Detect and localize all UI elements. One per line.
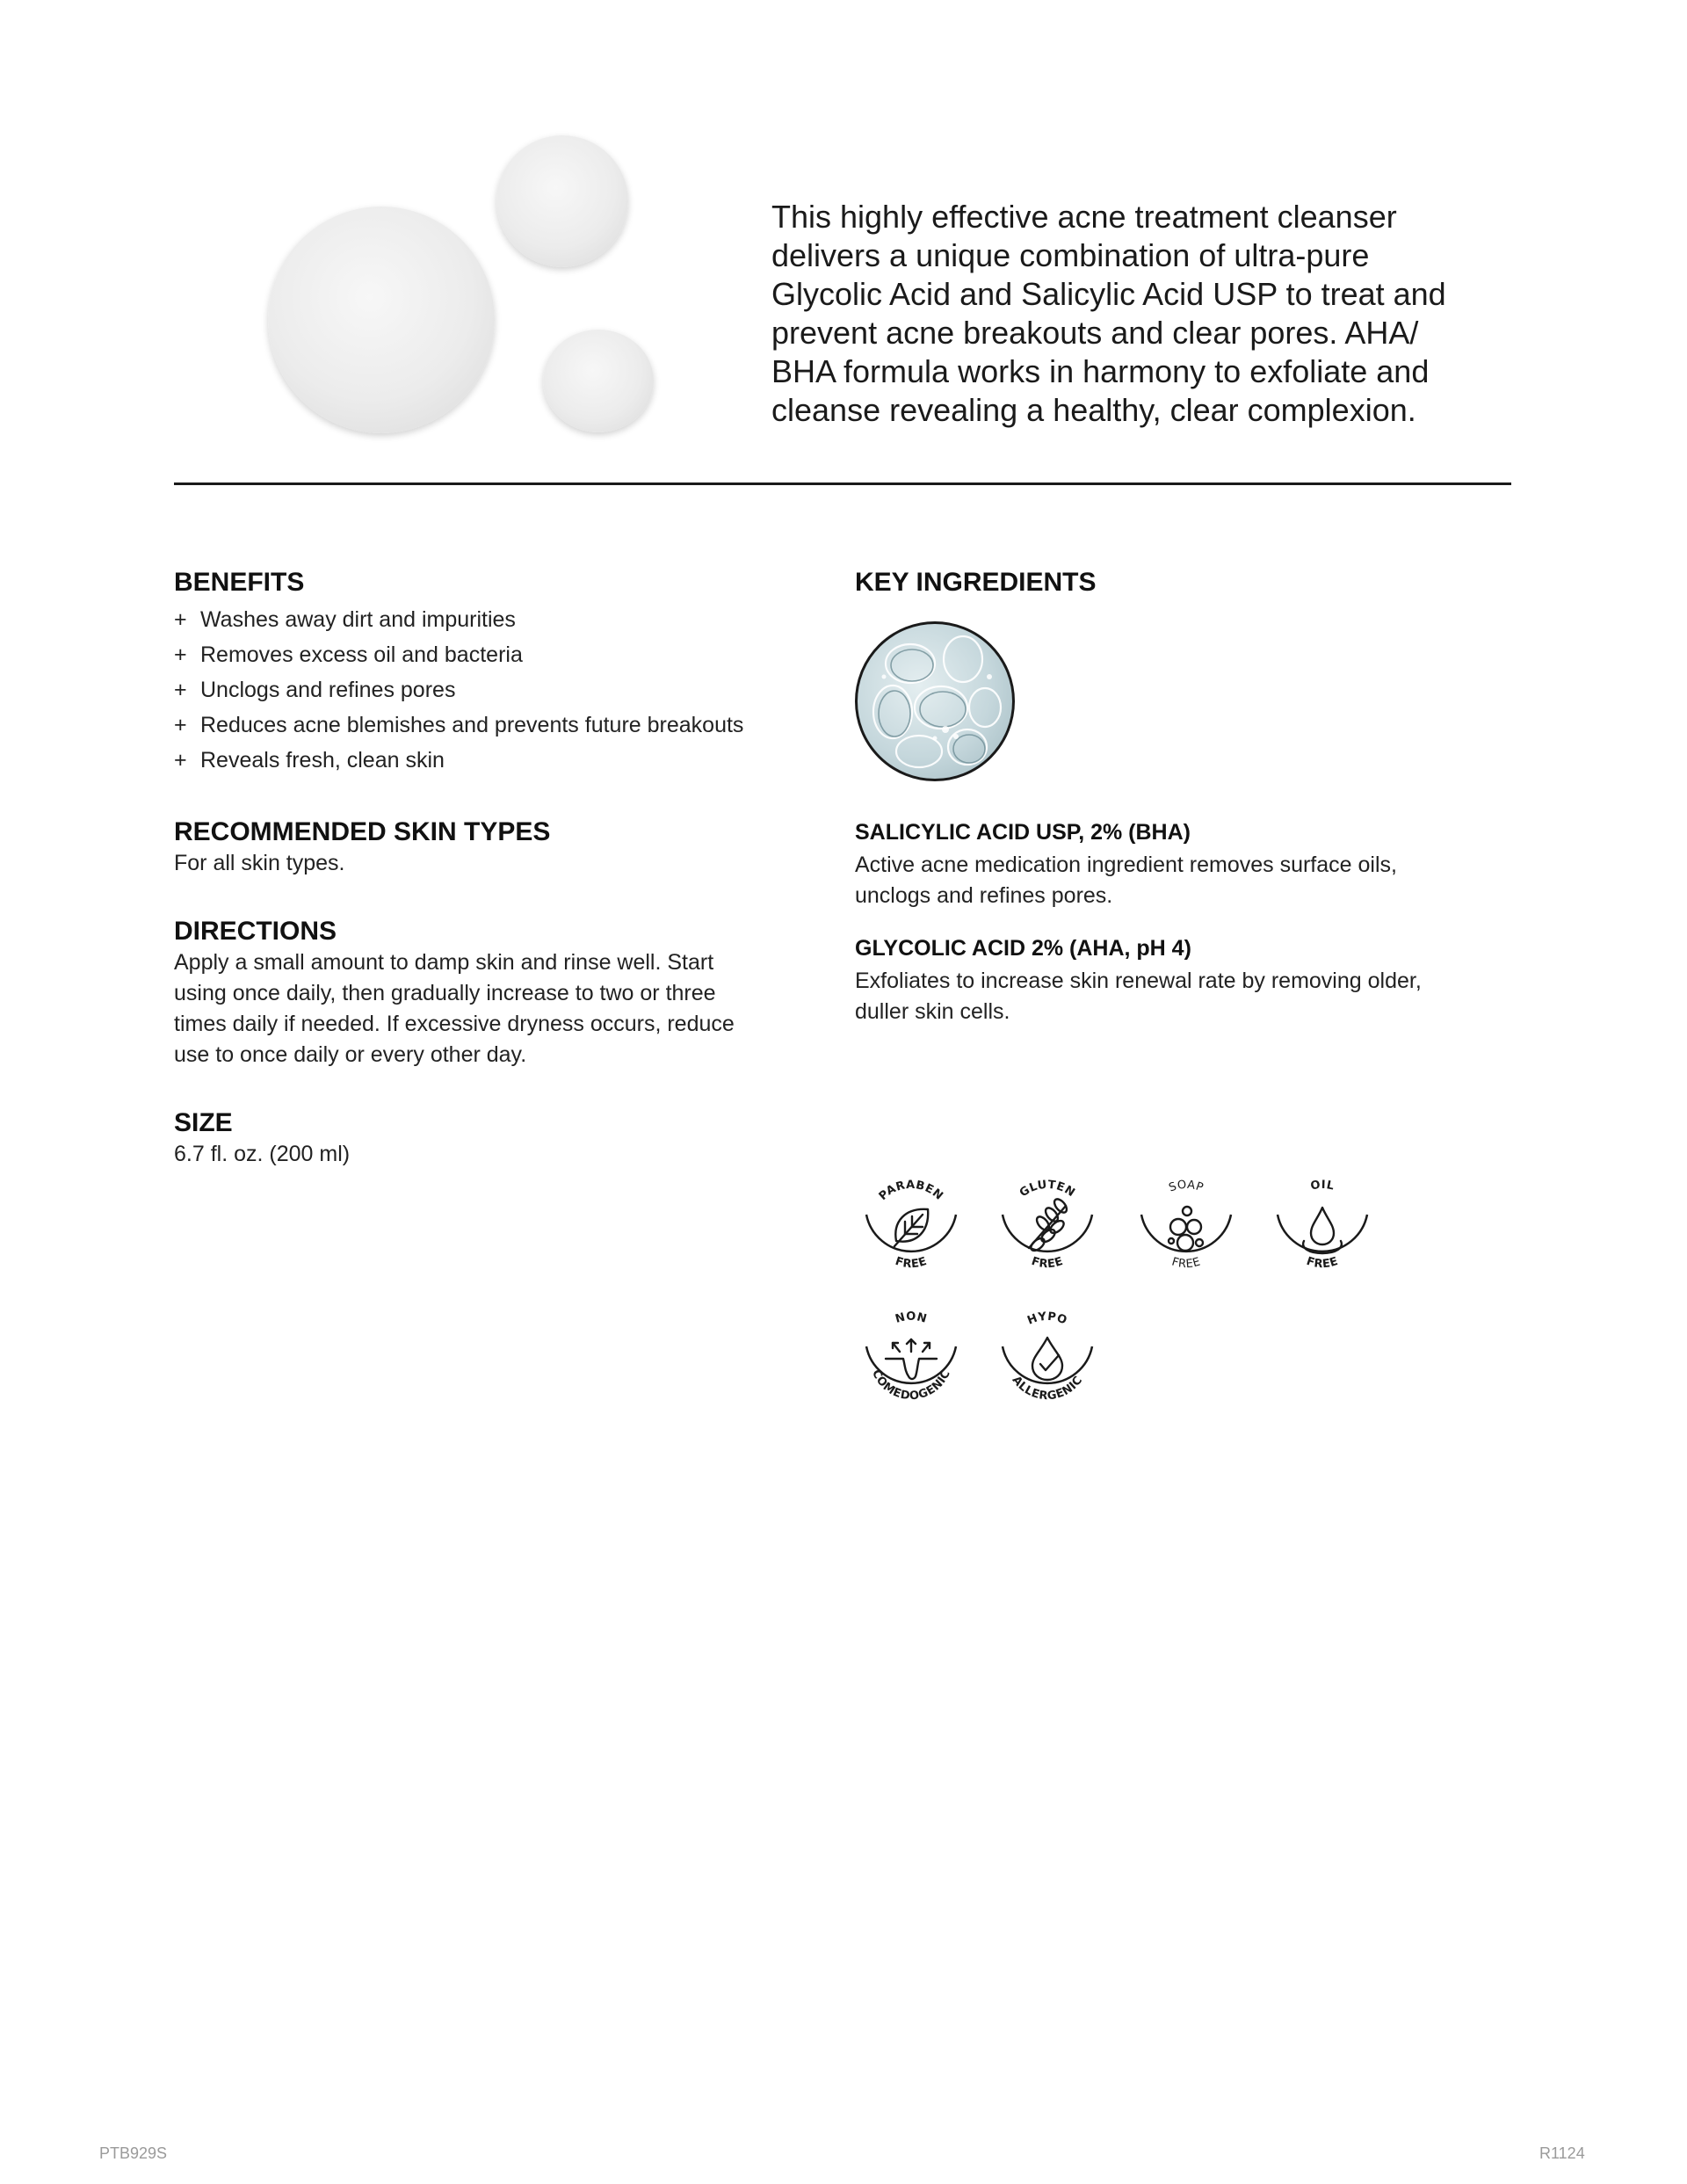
- pore-icon: [886, 1339, 937, 1379]
- gel-bubbles-illustration: [858, 624, 1015, 781]
- leaf-icon: [894, 1209, 928, 1246]
- benefit-text: Washes away dirt and impurities: [200, 607, 516, 632]
- footer-product-code: PTB929S: [99, 2144, 168, 2162]
- benefit-text: Removes excess oil and bacteria: [200, 642, 523, 667]
- plus-icon: +: [174, 607, 187, 632]
- badge-bottom-text: COMEDOGENIC: [868, 1368, 954, 1404]
- svg-text:NON: [894, 1310, 928, 1326]
- badge-bottom-text: ALLERGENIC: [1009, 1374, 1086, 1404]
- badge-bottom-text: FREE: [893, 1254, 930, 1272]
- right-column: [855, 567, 1523, 1027]
- intro-line: delivers a unique combination of ultra-pure: [771, 237, 1370, 273]
- badge-top-text: HYPO: [1025, 1310, 1069, 1328]
- gluten-free-badge-graphic: [990, 1169, 1104, 1283]
- badge-top-text: SOAP: [1167, 1178, 1206, 1195]
- svg-text:COMEDOGENIC: [869, 1368, 953, 1403]
- svg-text:PARABEN: [877, 1179, 946, 1203]
- badge-top-text: OIL: [1309, 1178, 1336, 1194]
- soap-free-badge: [1129, 1169, 1243, 1283]
- intro-line: This highly effective acne treatment cleanser: [771, 199, 1397, 235]
- badge-bottom-text: FREE: [1169, 1255, 1203, 1272]
- svg-text:FREE: [1305, 1255, 1340, 1271]
- size-heading: SIZE: [174, 1108, 233, 1137]
- plus-icon: +: [174, 713, 187, 737]
- wheat-icon: [1029, 1197, 1069, 1253]
- hypo-allergenic-badge-graphic: [990, 1301, 1104, 1415]
- paraben-free-badge: [854, 1169, 968, 1283]
- directions-section: [174, 916, 842, 1070]
- gluten-free-badge: [990, 1169, 1104, 1283]
- badge-bottom-text: FREE: [1304, 1254, 1341, 1272]
- soap-free-badge-graphic: [1129, 1169, 1243, 1283]
- benefits-section: [174, 567, 842, 778]
- svg-text:FREE: [1170, 1255, 1202, 1271]
- benefits-list: [174, 602, 842, 778]
- badge-bottom-text: FREE: [1029, 1254, 1066, 1272]
- intro-line: cleanse revealing a healthy, clear complexion.: [771, 392, 1416, 428]
- skin-types-text: For all skin types.: [174, 851, 345, 875]
- directions-line: times daily if needed. If excessive dryness occurs, reduce: [174, 1012, 735, 1036]
- svg-text:FREE: [1030, 1255, 1065, 1271]
- ingredient-desc-line: duller skin cells.: [855, 999, 1010, 1024]
- benefits-heading: BENEFITS: [174, 568, 305, 597]
- ingredient-desc-salicylic: [855, 850, 1523, 911]
- hypo-allergenic-badge: [990, 1301, 1104, 1415]
- plus-icon: +: [174, 678, 187, 702]
- ingredient-desc-glycolic: [855, 966, 1523, 1027]
- key-ingredients-heading: KEY INGREDIENTS: [855, 568, 1097, 597]
- left-column: [174, 567, 842, 1170]
- list-item: [174, 707, 842, 743]
- plus-icon: +: [174, 642, 187, 667]
- skin-types-heading: RECOMMENDED SKIN TYPES: [174, 817, 551, 846]
- product-drop-medium: [496, 135, 628, 267]
- directions-line: using once daily, then gradually increase to two or three: [174, 981, 716, 1005]
- list-item: [174, 672, 842, 707]
- plus-icon: +: [174, 748, 187, 773]
- gel-bubbles-image: [855, 621, 1015, 781]
- section-divider: [174, 483, 1511, 485]
- list-item: [174, 743, 842, 778]
- product-description: [771, 198, 1518, 430]
- svg-text:OIL: [1309, 1179, 1335, 1194]
- svg-text:GLUTEN: [1017, 1179, 1077, 1201]
- footer-revision-code: R1124: [1539, 2144, 1585, 2162]
- intro-line: Glycolic Acid and Salicylic Acid USP to treat and: [771, 276, 1446, 312]
- benefit-text: Reduces acne blemishes and prevents future breakouts: [200, 713, 744, 737]
- list-item: [174, 637, 842, 672]
- ingredient-title-salicylic: SALICYLIC ACID USP, 2% (BHA): [855, 820, 1191, 845]
- intro-line: prevent acne breakouts and clear pores. AHA/: [771, 315, 1419, 351]
- paraben-free-badge-graphic: [854, 1169, 968, 1283]
- product-drops-image: [255, 123, 677, 457]
- non-comedogenic-badge: [854, 1301, 968, 1415]
- bubbles-icon: [1169, 1207, 1203, 1251]
- skin-types-section: [174, 816, 842, 879]
- size-section: [174, 1107, 842, 1170]
- ingredient-desc-line: Active acne medication ingredient removes surface oils,: [855, 853, 1397, 877]
- badge-top-text: GLUTEN: [1017, 1178, 1078, 1201]
- benefit-text: Reveals fresh, clean skin: [200, 748, 445, 773]
- directions-line: use to once daily or every other day.: [174, 1042, 527, 1067]
- non-comedogenic-badge-graphic: [854, 1301, 968, 1415]
- oil-drop-icon: [1303, 1208, 1342, 1253]
- ingredient-desc-line: unclogs and refines pores.: [855, 883, 1113, 908]
- directions-heading: DIRECTIONS: [174, 917, 337, 946]
- claims-badges: [854, 1169, 1399, 1415]
- svg-text:FREE: [894, 1255, 929, 1271]
- benefit-text: Unclogs and refines pores: [200, 678, 456, 702]
- intro-line: BHA formula works in harmony to exfoliate and: [771, 353, 1430, 389]
- badge-top-text: NON: [894, 1310, 929, 1326]
- oil-free-badge: [1265, 1169, 1379, 1283]
- oil-free-badge-graphic: [1265, 1169, 1379, 1283]
- drop-check-icon: [1032, 1338, 1062, 1380]
- directions-line: Apply a small amount to damp skin and rinse well. Start: [174, 950, 714, 975]
- ingredient-title-glycolic: GLYCOLIC ACID 2% (AHA, pH 4): [855, 936, 1191, 961]
- directions-text: [174, 947, 842, 1070]
- size-text: 6.7 fl. oz. (200 ml): [174, 1142, 351, 1166]
- svg-text:SOAP: [1167, 1179, 1205, 1195]
- svg-text:HYPO: [1025, 1310, 1068, 1328]
- ingredient-desc-line: Exfoliates to increase skin renewal rate by removing older,: [855, 969, 1422, 993]
- product-drop-small: [543, 330, 654, 432]
- list-item: [174, 602, 842, 637]
- product-drop-large: [268, 207, 495, 433]
- svg-text:ALLERGENIC: [1010, 1374, 1086, 1403]
- badge-top-text: PARABEN: [876, 1178, 946, 1203]
